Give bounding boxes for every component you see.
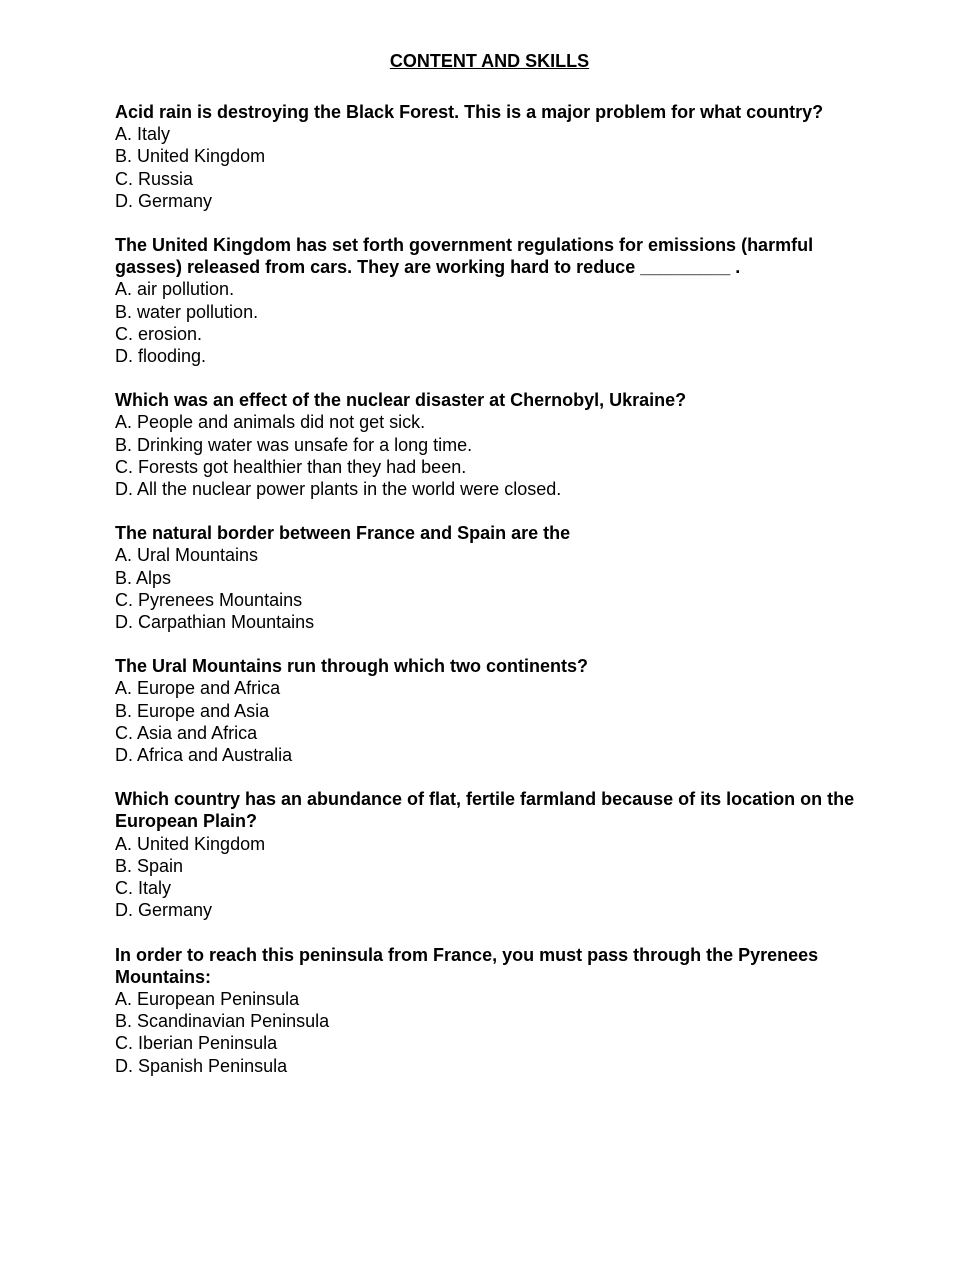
option-a: A. European Peninsula	[115, 988, 300, 1009]
option-d: D. Africa and Australia	[115, 745, 293, 766]
option-b: B. Spain	[115, 855, 184, 876]
question-4	[115, 522, 865, 633]
option-d: D. Germany	[115, 900, 213, 921]
question-1	[115, 101, 865, 212]
option-c: C. Asia and Africa	[115, 722, 258, 743]
option-a: A. People and animals did not get sick.	[115, 412, 426, 433]
question-text: The Ural Mountains run through which two continents?	[115, 656, 588, 677]
option-d: D. flooding.	[115, 346, 207, 367]
option-a: A. United Kingdom	[115, 833, 266, 854]
option-c: C. Russia	[115, 168, 194, 189]
option-d: D. Spanish Peninsula	[115, 1055, 288, 1076]
option-c: C. Iberian Peninsula	[115, 1033, 278, 1054]
question-3	[115, 389, 865, 500]
question-text: The natural border between France and Spain are the	[115, 523, 571, 544]
option-b: B. United Kingdom	[115, 146, 266, 167]
question-text: The United Kingdom has set forth government regulations for emissions (harmful gasses) released from cars. They are working hard to reduce _________ .	[115, 235, 814, 278]
option-b: B. water pollution.	[115, 301, 259, 322]
option-d: D. Carpathian Mountains	[115, 612, 315, 633]
question-6	[115, 788, 865, 921]
option-c: C. Forests got healthier than they had been.	[115, 456, 467, 477]
option-d: D. Germany	[115, 190, 213, 211]
option-a: A. Italy	[115, 124, 171, 145]
question-5	[115, 655, 865, 766]
option-c: C. erosion.	[115, 323, 203, 344]
option-b: B. Europe and Asia	[115, 700, 270, 721]
question-2	[115, 234, 865, 367]
option-b: B. Drinking water was unsafe for a long time.	[115, 434, 473, 455]
question-text: Which was an effect of the nuclear disaster at Chernobyl, Ukraine?	[115, 390, 687, 411]
question-list	[115, 101, 865, 1099]
option-b: B. Scandinavian Peninsula	[115, 1011, 330, 1032]
question-text: Which country has an abundance of flat, fertile farmland because of its location on the European Plain?	[115, 789, 855, 832]
option-a: A. air pollution.	[115, 279, 235, 300]
page-title: CONTENT AND SKILLS	[389, 51, 590, 71]
question-text: Acid rain is destroying the Black Forest. This is a major problem for what country?	[115, 102, 824, 122]
option-b: B. Alps	[115, 567, 172, 588]
option-a: A. Ural Mountains	[115, 545, 259, 566]
question-7	[115, 944, 865, 1077]
option-c: C. Pyrenees Mountains	[115, 589, 303, 610]
option-c: C. Italy	[115, 878, 172, 899]
option-d: D. All the nuclear power plants in the world were closed.	[115, 479, 562, 500]
question-text: In order to reach this peninsula from France, you must pass through the Pyrenees Mountains:	[115, 944, 819, 987]
option-a: A. Europe and Africa	[115, 678, 281, 699]
